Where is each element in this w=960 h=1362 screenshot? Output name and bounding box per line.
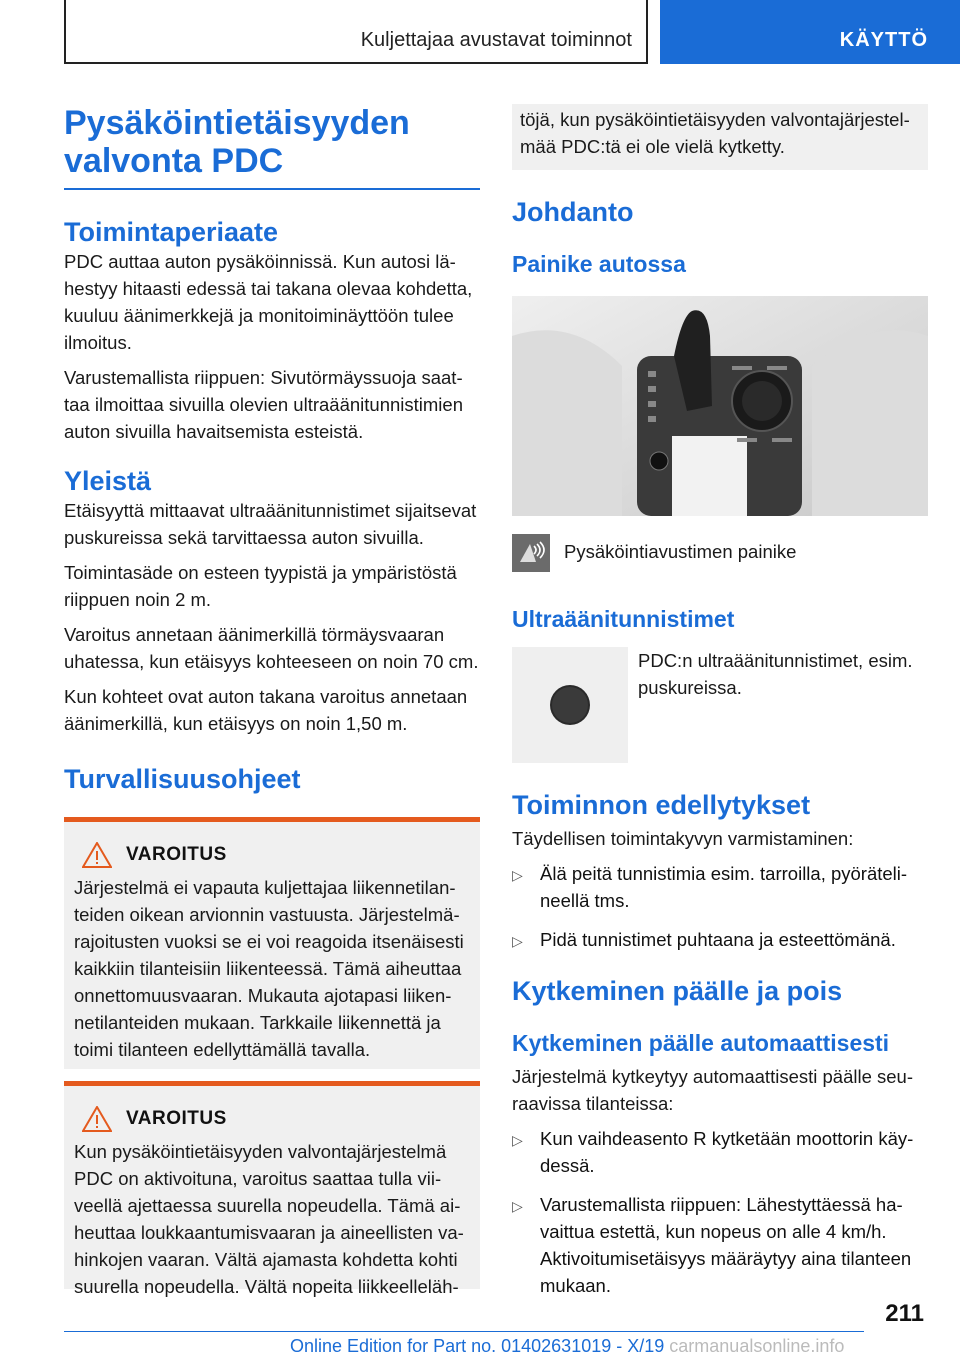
right-column xyxy=(512,104,928,1311)
section-title: Kuljettajaa avustavat toiminnot xyxy=(360,29,632,51)
general-paragraph-2: Toimintasäde on esteen tyypistä ja ympäristöstä riippuen noin 2 m. xyxy=(64,562,457,610)
parking-assist-button-icon[interactable] xyxy=(512,534,550,572)
warning-title: VAROITUS xyxy=(126,844,227,865)
warning-text: Kun pysäköintietäisyyden valvontajärjestelmä PDC on aktivoituna, varoitus saattaa tulla viiveellä ajettaessa suurella nopeudella. Tämä aiheuttaa loukkaantumisvaaran ja aineellisten vahinkojen vaaran. Vältä ajamasta kohdetta kohti suurella nopeudella. Vältä nopeita liikkeelleläh- xyxy=(74,1141,464,1297)
warning-text: Järjestelmä ei vapauta kuljettajaa liikennetilanteiden oikean arvionnin vastuusta. Järjestelmärajoitusten vuoksi se ei voi reagoida itsenäisesti kaikkiin tilanteisiin liikenteessä. Tämä aiheuttaa onnettomuusvaaran. Mukauta ajotapasi liikennetilanteiden mukaan. Tarkkaile liikennettä ja toimi tilanteen edellyttämällä tavalla. xyxy=(74,877,464,1060)
footer-divider xyxy=(64,1331,864,1332)
warning-box-2 xyxy=(64,1081,480,1297)
footer-edition xyxy=(290,1336,844,1357)
button-legend xyxy=(512,534,928,573)
list-item: ▷ Älä peitä tunnistimia esim. tarroilla, pyörätelineellä tms. xyxy=(512,860,928,914)
general-paragraph-4: Kun kohteet ovat auton takana varoitus annetaan äänimerkillä, kun etäisyys on noin 1,50 m. xyxy=(64,686,468,734)
page-title: Pysäköintietäisyyden valvonta PDC xyxy=(64,104,480,190)
heading-general: Yleistä xyxy=(64,466,152,496)
watermark: carmanualsonline.info xyxy=(669,1336,845,1356)
heading-auto-switch-on: Kytkeminen päälle automaattisesti xyxy=(512,1030,890,1056)
left-column xyxy=(64,104,480,1297)
list-item: ▷ Varustemallista riippuen: Lähestyttäessä havaittua estettä, kun nopeus on alle 4 km/h. Aktivoitumisetäisyys määräytyy aina tilanteen mukaan. xyxy=(512,1191,928,1299)
bullet-triangle-icon: ▷ xyxy=(512,1132,523,1148)
warning-box-1 xyxy=(64,817,480,1069)
warning-continued-text: töjä, kun pysäköintietäisyyden valvontajärjestelmää PDC:tä ei ole vielä kytketty. xyxy=(520,109,910,157)
heading-principle: Toimintaperiaate xyxy=(64,217,279,247)
list-item: ▷ Kun vaihdeasento R kytketään moottorin käydessä. xyxy=(512,1125,928,1179)
page-number: 211 xyxy=(885,1300,924,1327)
prerequisites-intro: Täydellisen toimintakyvyn varmistaminen: xyxy=(512,828,854,849)
ultrasonic-sensor-icon xyxy=(545,680,595,730)
console-illustration xyxy=(512,296,928,516)
heading-prerequisites: Toiminnon edellytykset xyxy=(512,790,811,820)
principle-paragraph-1: PDC auttaa auton pysäköinnissä. Kun autosi lähestyy hitaasti edessä tai takana olevaa kohdetta, kuuluu äänimerkkejä ja monitoiminäyttöön tulee ilmoitus. xyxy=(64,251,473,353)
list-item: ▷ Pidä tunnistimet puhtaana ja esteettömänä. xyxy=(512,926,928,955)
general-paragraph-3: Varoitus annetaan äänimerkillä törmäysvaaran uhatessa, kun etäisyys kohteeseen on noin 70 cm. xyxy=(64,624,479,672)
bullet-triangle-icon: ▷ xyxy=(512,933,523,949)
heading-ultrasonic-sensors: Ultraäänitunnistimet xyxy=(512,606,735,632)
sensor-photo xyxy=(512,647,628,763)
heading-button-in-car: Painike autossa xyxy=(512,251,686,277)
edition-text: Online Edition for Part no. 01402631019 - X/19 xyxy=(290,1336,665,1356)
heading-introduction: Johdanto xyxy=(512,197,634,227)
button-caption: Pysäköintiavustimen painike xyxy=(564,541,797,562)
heading-switch-on-off: Kytkeminen päälle ja pois xyxy=(512,976,843,1006)
warning-title: VAROITUS xyxy=(126,1108,227,1129)
warning-continuation xyxy=(512,104,928,170)
sensor-caption: PDC:n ultraäänitunnistimet, esim. puskureissa. xyxy=(638,650,913,698)
auto-switch-intro: Järjestelmä kytkeytyy automaattisesti päälle seuraavissa tilanteissa: xyxy=(512,1066,914,1114)
warning-triangle-icon xyxy=(82,1106,112,1132)
principle-paragraph-2: Varustemallista riippuen: Sivutörmäyssuoja saattaa ilmoittaa sivuilla olevien ultraäänitunnistimien auton sivuilla havaitsemista esteistä. xyxy=(64,367,463,442)
center-console-photo xyxy=(512,296,928,516)
chapter-tab[interactable]: KÄYTTÖ xyxy=(660,0,960,64)
heading-safety: Turvallisuusohjeet xyxy=(64,764,301,794)
general-paragraph-1: Etäisyyttä mittaavat ultraäänitunnistimet sijaitsevat puskureissa sekä tarvittaessa auton sivuilla. xyxy=(64,500,477,548)
warning-triangle-icon xyxy=(82,842,112,868)
bullet-triangle-icon: ▷ xyxy=(512,867,523,883)
sensor-legend xyxy=(512,647,928,763)
bullet-triangle-icon: ▷ xyxy=(512,1198,523,1214)
